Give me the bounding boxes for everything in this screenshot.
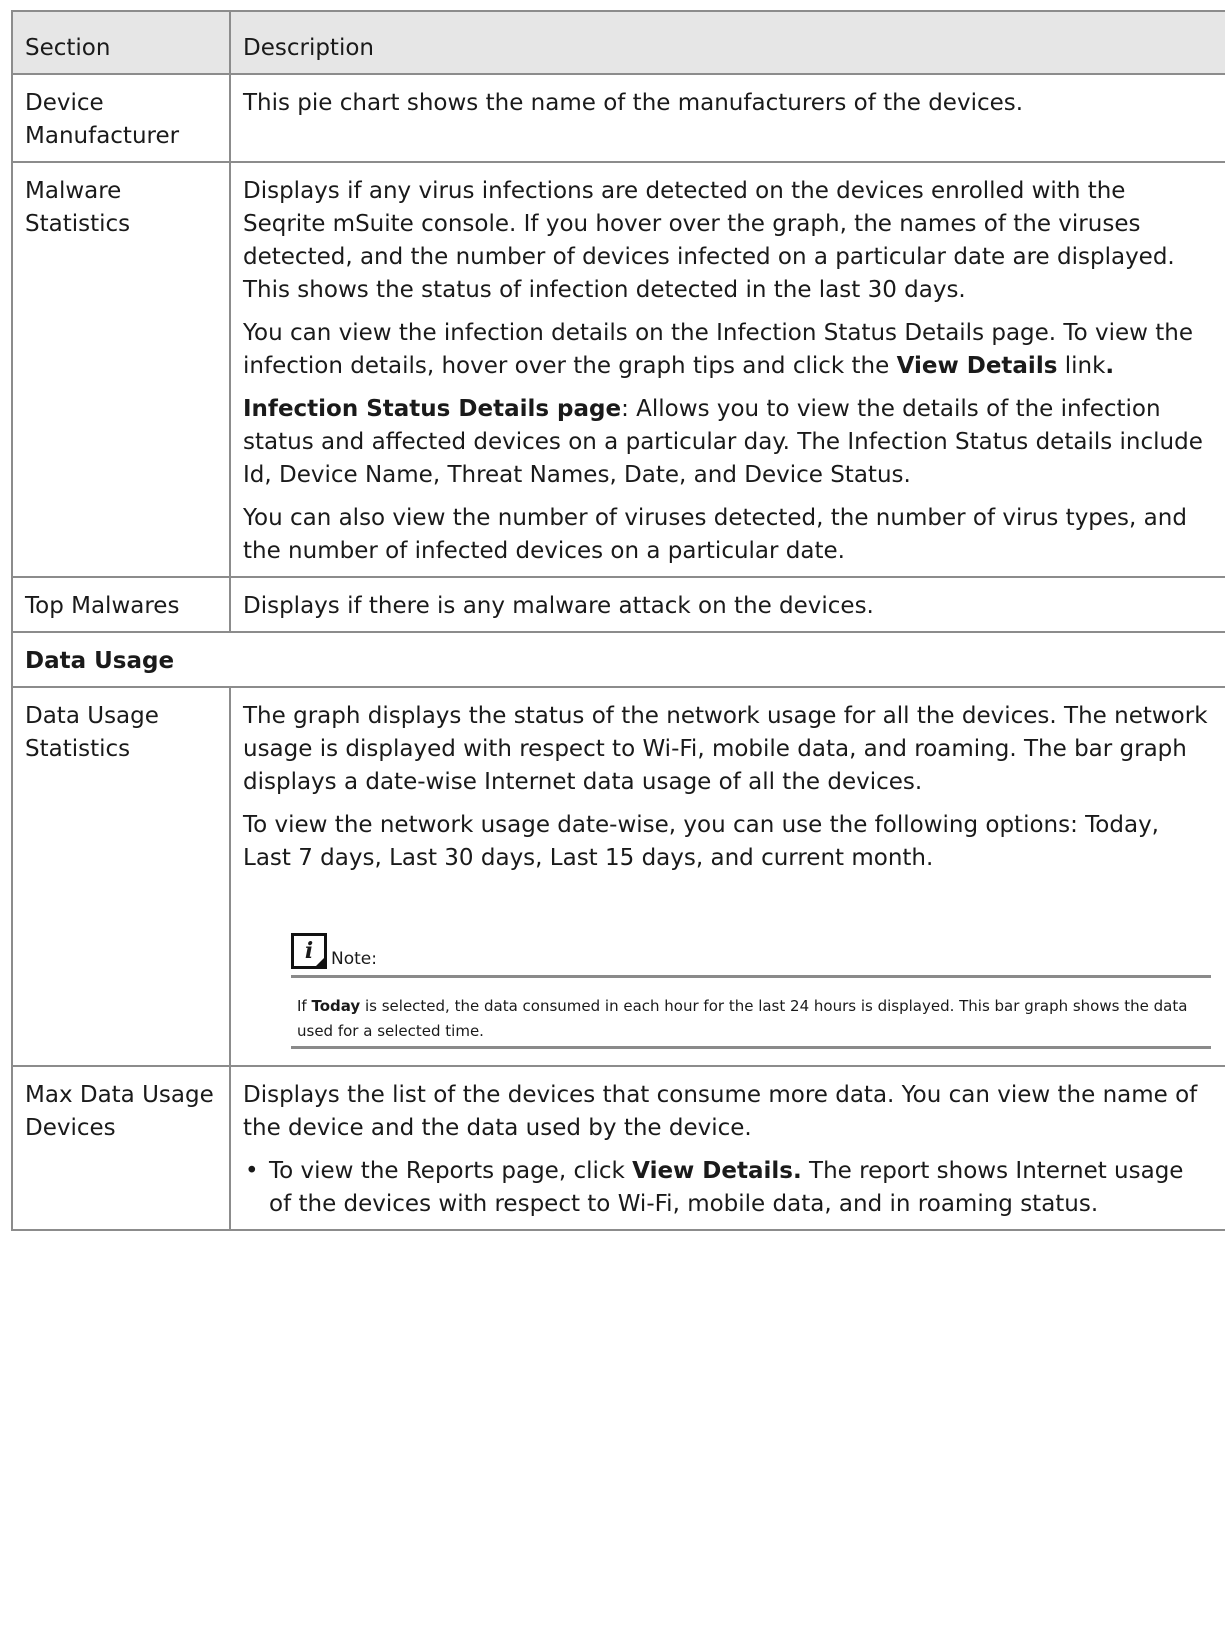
text-run: If <box>297 997 312 1015</box>
bullet-glyph: • <box>245 1158 259 1184</box>
table-header-row <box>12 11 1225 74</box>
header-section: Section <box>12 11 230 74</box>
description-cell <box>230 162 1225 577</box>
description-text: Displays the list of the devices that consume more data. You can view the name of the device and the data used by the device. <box>243 1082 1198 1141</box>
bold-term: Infection Status Details page <box>243 396 622 422</box>
table-row <box>12 162 1225 577</box>
table-row <box>12 577 1225 632</box>
description-text: The graph displays the status of the network usage for all the devices. The network usage is displayed with respect to Wi-Fi, mobile data, and roaming. The bar graph displays a date-wise Internet data usage of all the devices. <box>243 703 1208 795</box>
bold-term: Today <box>311 997 361 1015</box>
description-cell <box>230 1066 1225 1230</box>
bold-term: View Details <box>896 353 1058 379</box>
text-run: is selected, the data consumed in each hour for the last 24 hours is displayed. This bar graph shows the data used for a selected time. <box>297 997 1188 1040</box>
description-text: This pie chart shows the name of the manufacturers of the devices. <box>243 90 1024 116</box>
description-cell <box>230 74 1225 162</box>
bullet-text <box>269 1155 1211 1221</box>
info-icon-corner <box>315 957 325 967</box>
section-cell: Top Malwares <box>12 577 230 632</box>
group-heading-row <box>12 632 1225 687</box>
header-description: Description <box>230 11 1225 74</box>
group-heading: Data Usage <box>12 632 1225 687</box>
bold-period: . <box>1105 353 1115 379</box>
table-row <box>12 687 1225 1066</box>
table-row <box>12 74 1225 162</box>
info-icon <box>291 933 327 969</box>
bold-term: View Details. <box>632 1158 802 1184</box>
section-cell: Max Data Usage Devices <box>12 1066 230 1230</box>
description-text: Displays if there is any malware attack on the devices. <box>243 593 874 619</box>
description-text: You can also view the number of viruses detected, the number of virus types, and the number of infected devices on a particular date. <box>243 505 1187 564</box>
description-text <box>243 393 1211 492</box>
section-cell: Data Usage Statistics <box>12 687 230 1066</box>
description-text: To view the network usage date-wise, you can use the following options: Today, Last 7 days, Last 30 days, Last 15 days, and current month. <box>243 812 1159 871</box>
text-run: The report shows Internet usage of the devices with respect to Wi-Fi, mobile data, and in roaming status. <box>269 1158 1184 1217</box>
note-header <box>291 933 1211 978</box>
description-cell <box>230 577 1225 632</box>
text-run: You can view the infection details on the Infection Status Details page. To view the infection details, hover over the graph tips and click the <box>243 320 1193 379</box>
section-cell: Malware Statistics <box>12 162 230 577</box>
text-run: : Allows you to view the details of the infection status and affected devices on a particular day. The Infection Status details include Id, Device Name, Threat Names, Date, and Device Status. <box>243 396 1203 488</box>
description-cell <box>230 687 1225 1066</box>
info-icon-letter: i <box>304 938 314 964</box>
description-text <box>243 317 1211 383</box>
section-description-table <box>11 10 1225 1231</box>
description-text: Displays if any virus infections are detected on the devices enrolled with the Seqrite mSuite console. If you hover over the graph, the names of the viruses detected, and the number of devices infected on a particular date are displayed. This shows the status of infection detected in the last 30 days. <box>243 178 1175 303</box>
note-label: Note: <box>331 949 377 969</box>
note-text <box>291 978 1211 1049</box>
bullet-item <box>243 1155 1211 1221</box>
text-run: link <box>1057 353 1106 379</box>
section-cell: Device Manufacturer <box>12 74 230 162</box>
text-run: To view the Reports page, click <box>269 1158 633 1184</box>
table-row <box>12 1066 1225 1230</box>
note-box <box>291 933 1211 1049</box>
